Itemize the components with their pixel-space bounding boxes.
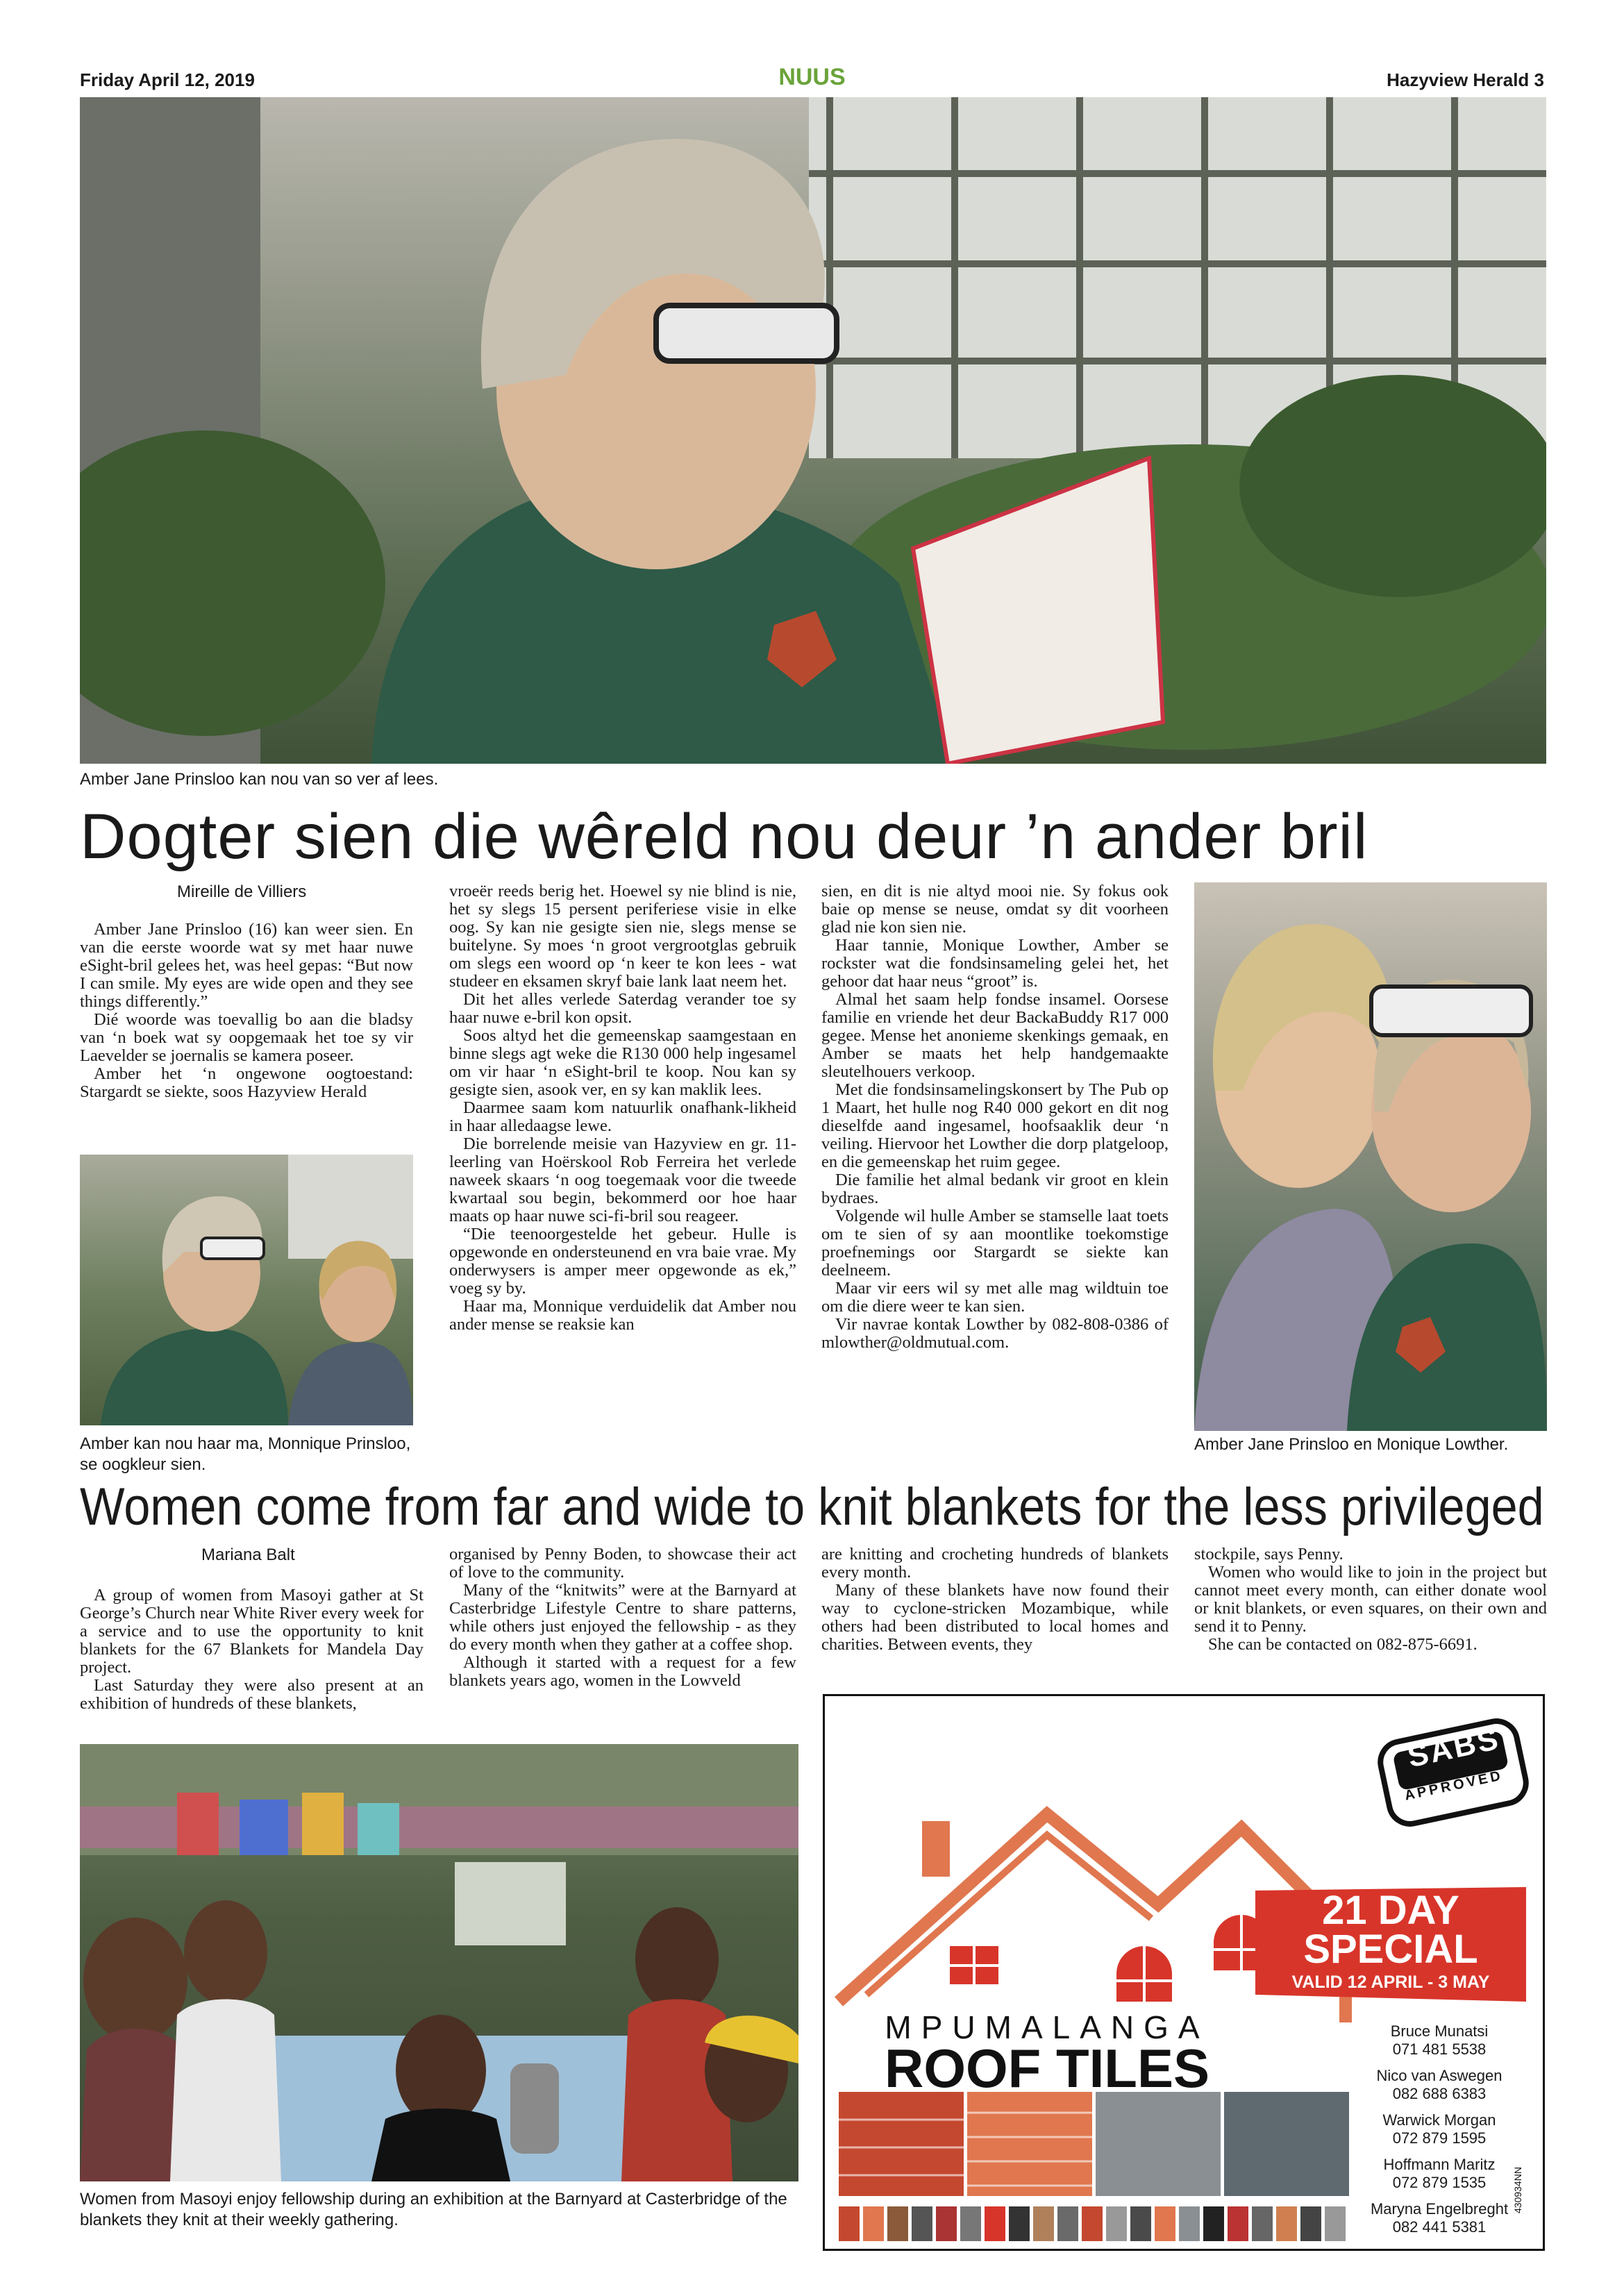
story2-byline: Mariana Balt	[201, 1545, 295, 1564]
contact-phone: 082 688 6383	[1392, 2085, 1487, 2102]
story2-column-1	[80, 1586, 424, 1713]
story1-col2-para: vroeër reeds berig het. Hoewel sy nie blind is nie, het sy slegs 15 persent periferiese visie in elke oog. Sy kan nie gesigte sien nie, slegs mense se buitelyne. Sy moes ‘n groot vergrootglas gebruik om slegs een woord op ‘n keer te kon lees - wat studeer en eksamen skryf baie lank laat neem het.	[449, 882, 796, 991]
story1-col2-para: Daarmee saam kom natuurlik onafhank-likheid in haar alledaagse lewe.	[449, 1098, 796, 1135]
story2-col2-para: Although it started with a request for a few blankets years ago, women in the Lowveld	[449, 1653, 796, 1690]
story1-col3-para: Almal het saam help fondse insamel. Oorsese familie en vriende het deur BackaBuddy R17 000 gegee. Mense het anonieme skenkings gemaak, en Amber se maats het help handgemaakte sleutelhouers verkoop.	[821, 990, 1169, 1081]
brand-name-line1: MPUMALANGA	[885, 2009, 1209, 2045]
story1-col3-para: Vir navrae kontak Lowther by 082-808-0386 of mlowther@oldmutual.com.	[821, 1315, 1169, 1352]
inset-photo-caption: Amber kan nou haar ma, Monnique Prinsloo, se oogkleur sien.	[80, 1434, 411, 1474]
story1-col2-para: Dit het alles verlede Saterdag verander toe sy haar nuwe e-bril kon opsit.	[449, 990, 796, 1027]
special-validity: VALID 12 APRIL - 3 MAY	[1291, 1972, 1490, 1992]
contact-phone: 082 441 5381	[1392, 2218, 1487, 2236]
main-photo-illustration	[80, 97, 1546, 764]
story1-col1-para: Amber het ‘n ongewone oogtoestand: Stargardt se siekte, soos Hazyview Herald	[80, 1064, 413, 1101]
story1-col1-para: Dié woorde was toevallig bo aan die bladsy van ‘n boek wat sy oopgemaak het toe sy vir Laevelder se joernalis se kamera poseer.	[80, 1010, 413, 1065]
story1-col3-para: Met die fondsinsamelingskonsert by The Pub op 1 Maart, het hulle nog R40 000 gekort en dit nog dieselfde aand ingesamel, hoofsaaklik deur ‘n veiling. Hiervoor het Lowther die dorp platgeloop, en die gemeenskap het ruim gegee.	[821, 1080, 1169, 1171]
page-number: Hazyview Herald 3	[1387, 69, 1544, 90]
contact-phone: 071 481 5538	[1392, 2041, 1487, 2058]
contact-name: Hoffmann Maritz	[1383, 2156, 1496, 2173]
side-photo-illustration	[1194, 882, 1547, 1431]
ad-contacts	[1359, 2022, 1519, 2236]
contact-entry	[1359, 2067, 1519, 2103]
story2-col4-para: She can be contacted on 082-875-6691.	[1208, 1635, 1477, 1654]
story2-col1-para: A group of women from Masoyi gather at St George’s Church near White River every week for a service and to use the opportunity to knit blankets for the 67 Blankets for Mandela Day project.	[80, 1586, 424, 1677]
inset-photo-illustration	[80, 1155, 413, 1425]
knitters-photo-caption: Women from Masoyi enjoy fellowship during an exhibition at the Barnyard at Casterbridge of the blankets they knit at their weekly gathering.	[80, 2190, 787, 2229]
story1-col3-para: Die familie het almal bedank vir groot en klein bydraes.	[821, 1171, 1169, 1207]
story2-column-4	[1194, 1545, 1547, 1654]
ad-code: 430934NN	[1512, 2167, 1523, 2213]
main-photo-caption: Amber Jane Prinsloo kan nou van so ver af lees.	[80, 770, 439, 789]
story1-col3-para: Volgende wil hulle Amber se stamselle laat toets om te sien of sy aan moontlike toekomstige proefnemings oor Stargardt se siekte kan deelneem.	[821, 1207, 1169, 1280]
story2-col4-para: Women who would like to join in the project but cannot meet every month, can either donate wool or knit blankets, or even squares, on their own and send it to Penny.	[1194, 1563, 1547, 1636]
contact-entry	[1359, 2156, 1519, 2192]
side-photo-caption: Amber Jane Prinsloo en Monique Lowther.	[1194, 1435, 1509, 1454]
story1-column-1	[80, 921, 413, 1101]
story2-col1-para: Last Saturday they were also present at an exhibition of hundreds of these blankets,	[80, 1676, 424, 1713]
brand-name-line2: ROOF TILES	[885, 2038, 1209, 2099]
inset-photo	[80, 1155, 413, 1425]
story1-col3-para: Haar tannie, Monique Lowther, Amber se rockster wat die fondsinsameling gelei het, het gehoor dat haar neus “groot” is.	[821, 936, 1169, 991]
sabs-badge-text: SABS	[1405, 1721, 1503, 1775]
side-photo	[1194, 882, 1547, 1431]
story1-col2-para: Soos altyd het die gemeenskap saamgestaan en binne slegs agt weke die R130 000 help ingesamel om vir haar ‘n eSight-bril te koop. Nou kan sy gesigte sien, asook ver, en sy kan maklik lees.	[449, 1026, 796, 1099]
contact-name: Bruce Munatsi	[1390, 2022, 1489, 2040]
contact-phone: 072 879 1595	[1392, 2129, 1487, 2147]
story1-headline: Dogter sien die wêreld nou deur ’n ander bril	[80, 801, 1368, 872]
knitters-photo-illustration	[80, 1744, 798, 2181]
story1-column-2	[449, 882, 796, 1334]
contact-phone: 072 879 1535	[1392, 2174, 1487, 2191]
story1-col1-para: Amber Jane Prinsloo (16) kan weer sien. En van die eerste woorde wat sy met haar nuwe eSight-bril gelees het, was heel gepas: “But now I can smile. My eyes are wide open and they see things differently.”	[80, 920, 413, 1011]
story1-col3-para: Maar vir eers wil sy met alle mag wildtuin toe om die diere weer te kan sien.	[821, 1279, 1169, 1316]
contact-entry	[1359, 2022, 1519, 2059]
contact-name: Maryna Engelbreght	[1370, 2200, 1509, 2218]
special-headline-2: SPECIAL	[1303, 1927, 1478, 1972]
story2-col2-para: Many of the “knitwits” were at the Barnyard at Casterbridge Lifestyle Centre to share patterns, while others just enjoyed the fellowship - as they do every month when they gather at a coffee shop.	[449, 1581, 796, 1654]
sabs-badge-subtext: APPROVED	[1403, 1768, 1505, 1804]
contact-name: Warwick Morgan	[1382, 2111, 1496, 2129]
page-date: Friday April 12, 2019	[80, 69, 255, 90]
contact-entry	[1359, 2111, 1519, 2147]
story1-col3-para: sien, en dit is nie altyd mooi nie. Sy fokus ook baie op mense se neuse, omdat sy dit voorheen glad nie kon sien nie.	[821, 882, 1169, 937]
story1-col2-para: Die borrelende meisie van Hazyview en gr. 11-leerling van Hoërskool Rob Ferreira het verlede naweek skaars ‘n oog toegemaak voor die tweede kwartaal sou begin, bekommerd oor hoe haar maats op haar nuwe sci-fi-bril sou reageer.	[449, 1134, 796, 1225]
story1-byline: Mireille de Villiers	[177, 882, 307, 901]
story1-col2-para: “Die teenoorgestelde het gebeur. Hulle is opgewonde en ondersteunend en vra baie vrae. My onderwysers is amper meer opgewonde as ek,” voeg sy by.	[449, 1225, 796, 1298]
story2-headline: Women come from far and wide to knit blankets for the less privileged	[80, 1477, 1544, 1536]
story1-col2-para: Haar ma, Monnique verduidelik dat Amber nou ander mense se reaksie kan	[449, 1297, 796, 1334]
main-photo	[80, 97, 1546, 764]
story2-column-3	[821, 1545, 1169, 1654]
story2-col4-para: stockpile, says Penny.	[1194, 1545, 1343, 1564]
section-label: NUUS	[778, 64, 846, 90]
special-headline-1: 21 DAY	[1322, 1888, 1459, 1933]
story2-col2-para: organised by Penny Boden, to showcase their act of love to the community.	[449, 1545, 796, 1582]
story2-column-2	[449, 1545, 796, 1690]
knitters-photo	[80, 1744, 798, 2181]
story2-col3-para: are knitting and crocheting hundreds of blankets every month.	[821, 1545, 1169, 1582]
contact-entry	[1359, 2200, 1519, 2236]
roof-tiles-advert	[823, 1694, 1545, 2251]
contact-name: Nico van Aswegen	[1376, 2067, 1502, 2084]
story2-col3-para: Many of these blankets have now found their way to cyclone-stricken Mozambique, while others had been distributed to local homes and charities. Between events, they	[821, 1581, 1169, 1654]
story1-column-3	[821, 882, 1169, 1352]
